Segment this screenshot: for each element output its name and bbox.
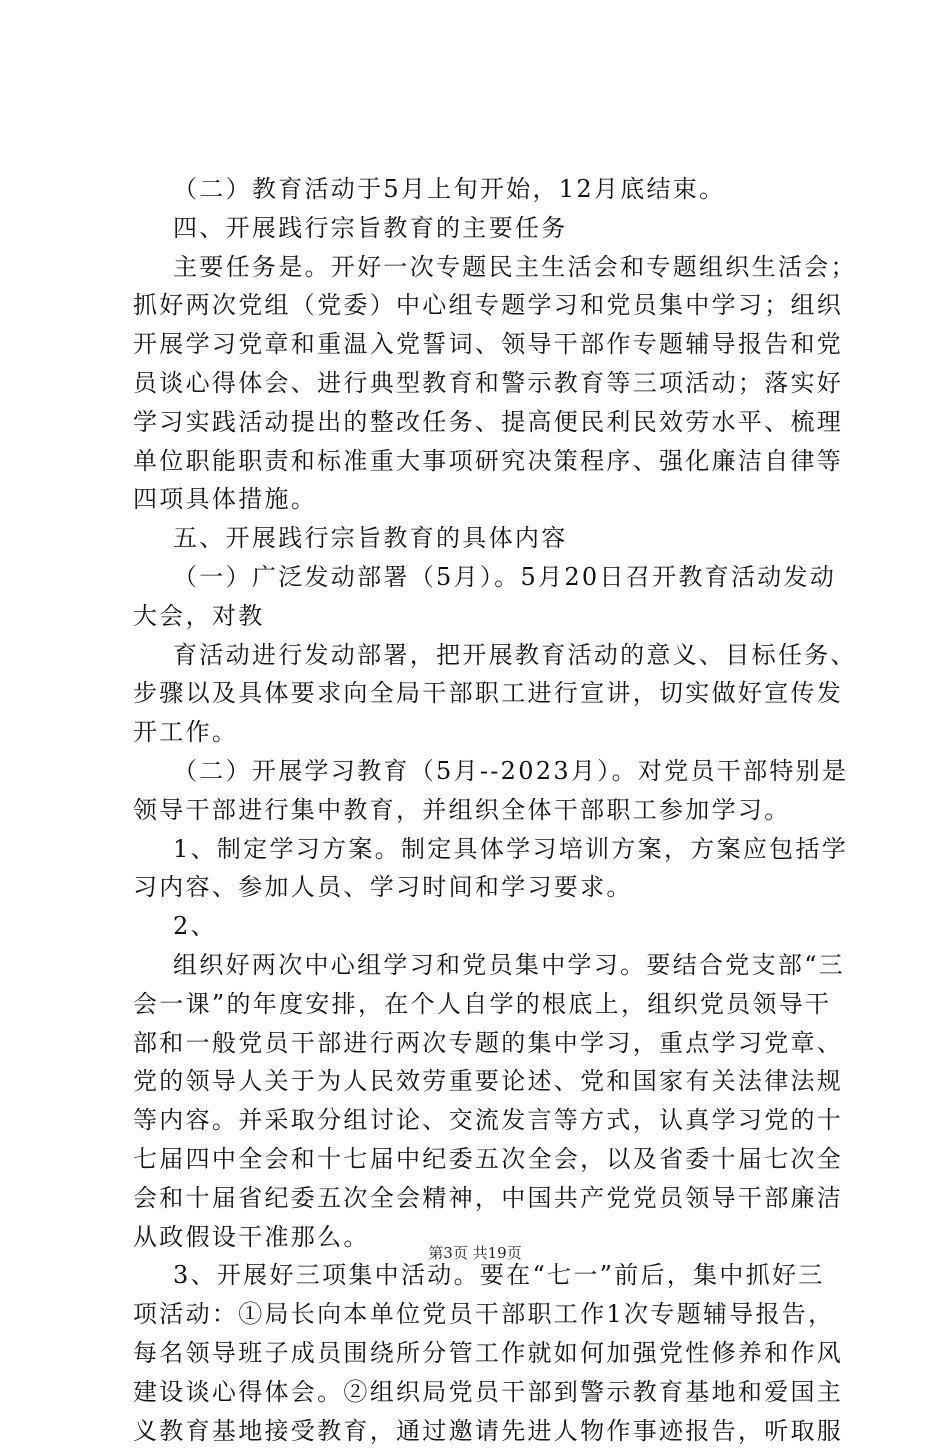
text-line: （二）教育活动于5月上旬开始，12月底结束。 [133, 170, 833, 209]
section-heading: 五、开展践行宗旨教育的具体内容 [133, 519, 833, 558]
text-line: 从政假设干准那么。 [133, 1218, 833, 1257]
text-line: 抓好两次党组（党委）中心组专题学习和党员集中学习；组织 [133, 286, 833, 325]
text-line: 单位职能职责和标准重大事项研究决策程序、强化廉洁自律等 [133, 442, 833, 481]
text-line: 项活动：①局长向本单位党员干部职工作1次专题辅导报告， [133, 1295, 833, 1334]
text-line: 员谈心得体会、进行典型教育和警示教育等三项活动；落实好 [133, 364, 833, 403]
page-footer: 第3页 共19页 [0, 1242, 950, 1263]
text-line: 党的领导人关于为人民效劳重要论述、党和国家有关法律法规 [133, 1062, 833, 1101]
text-line: 大会，对教 [133, 597, 833, 636]
text-line: 组织好两次中心组学习和党员集中学习。要结合党支部“三 [133, 946, 833, 985]
text-line: 开工作。 [133, 713, 833, 752]
text-line: 会一课”的年度安排，在个人自学的根底上，组织党员领导干 [133, 985, 833, 1024]
text-line: 习内容、参加人员、学习时间和学习要求。 [133, 868, 833, 907]
text-line: 会和十届省纪委五次全会精神，中国共产党党员领导干部廉洁 [133, 1179, 833, 1218]
text-line: 部和一般党员干部进行两次专题的集中学习，重点学习党章、 [133, 1024, 833, 1063]
text-line: 1、制定学习方案。制定具体学习培训方案，方案应包括学 [133, 830, 833, 869]
section-heading: 四、开展践行宗旨教育的主要任务 [133, 209, 833, 248]
text-line: 开展学习党章和重温入党誓词、领导干部作专题辅导报告和党 [133, 325, 833, 364]
text-line: 七届四中全会和十七届中纪委五次全会，以及省委十届七次全 [133, 1140, 833, 1179]
text-line: 3、开展好三项集中活动。要在“七一”前后，集中抓好三 [133, 1256, 833, 1295]
text-line: 建设谈心得体会。②组织局党员干部到警示教育基地和爱国主 [133, 1373, 833, 1412]
text-line: 每名领导班子成员围绕所分管工作就如何加强党性修养和作风 [133, 1334, 833, 1373]
text-line: 等内容。并采取分组讨论、交流发言等方式，认真学习党的十 [133, 1101, 833, 1140]
text-line: 领导干部进行集中教育，并组织全体干部职工参加学习。 [133, 791, 833, 830]
text-line: 义教育基地接受教育，通过邀请先进人物作事迹报告，听取服 [133, 1412, 833, 1450]
text-line: 主要任务是。开好一次专题民主生活会和专题组织生活会； [133, 248, 833, 287]
text-line: 育活动进行发动部署，把开展教育活动的意义、目标任务、 [133, 636, 833, 675]
text-line: 四项具体措施。 [133, 480, 833, 519]
text-line: （二）开展学习教育（5月--2023月）。对党员干部特别是 [133, 752, 833, 791]
text-line: 步骤以及具体要求向全局干部职工进行宣讲，切实做好宣传发 [133, 674, 833, 713]
text-line: 学习实践活动提出的整改任务、提高便民利民效劳水平、梳理 [133, 403, 833, 442]
text-line: 2、 [133, 907, 833, 946]
text-line: （一）广泛发动部署（5月）。5月20日召开教育活动发动 [133, 558, 833, 597]
